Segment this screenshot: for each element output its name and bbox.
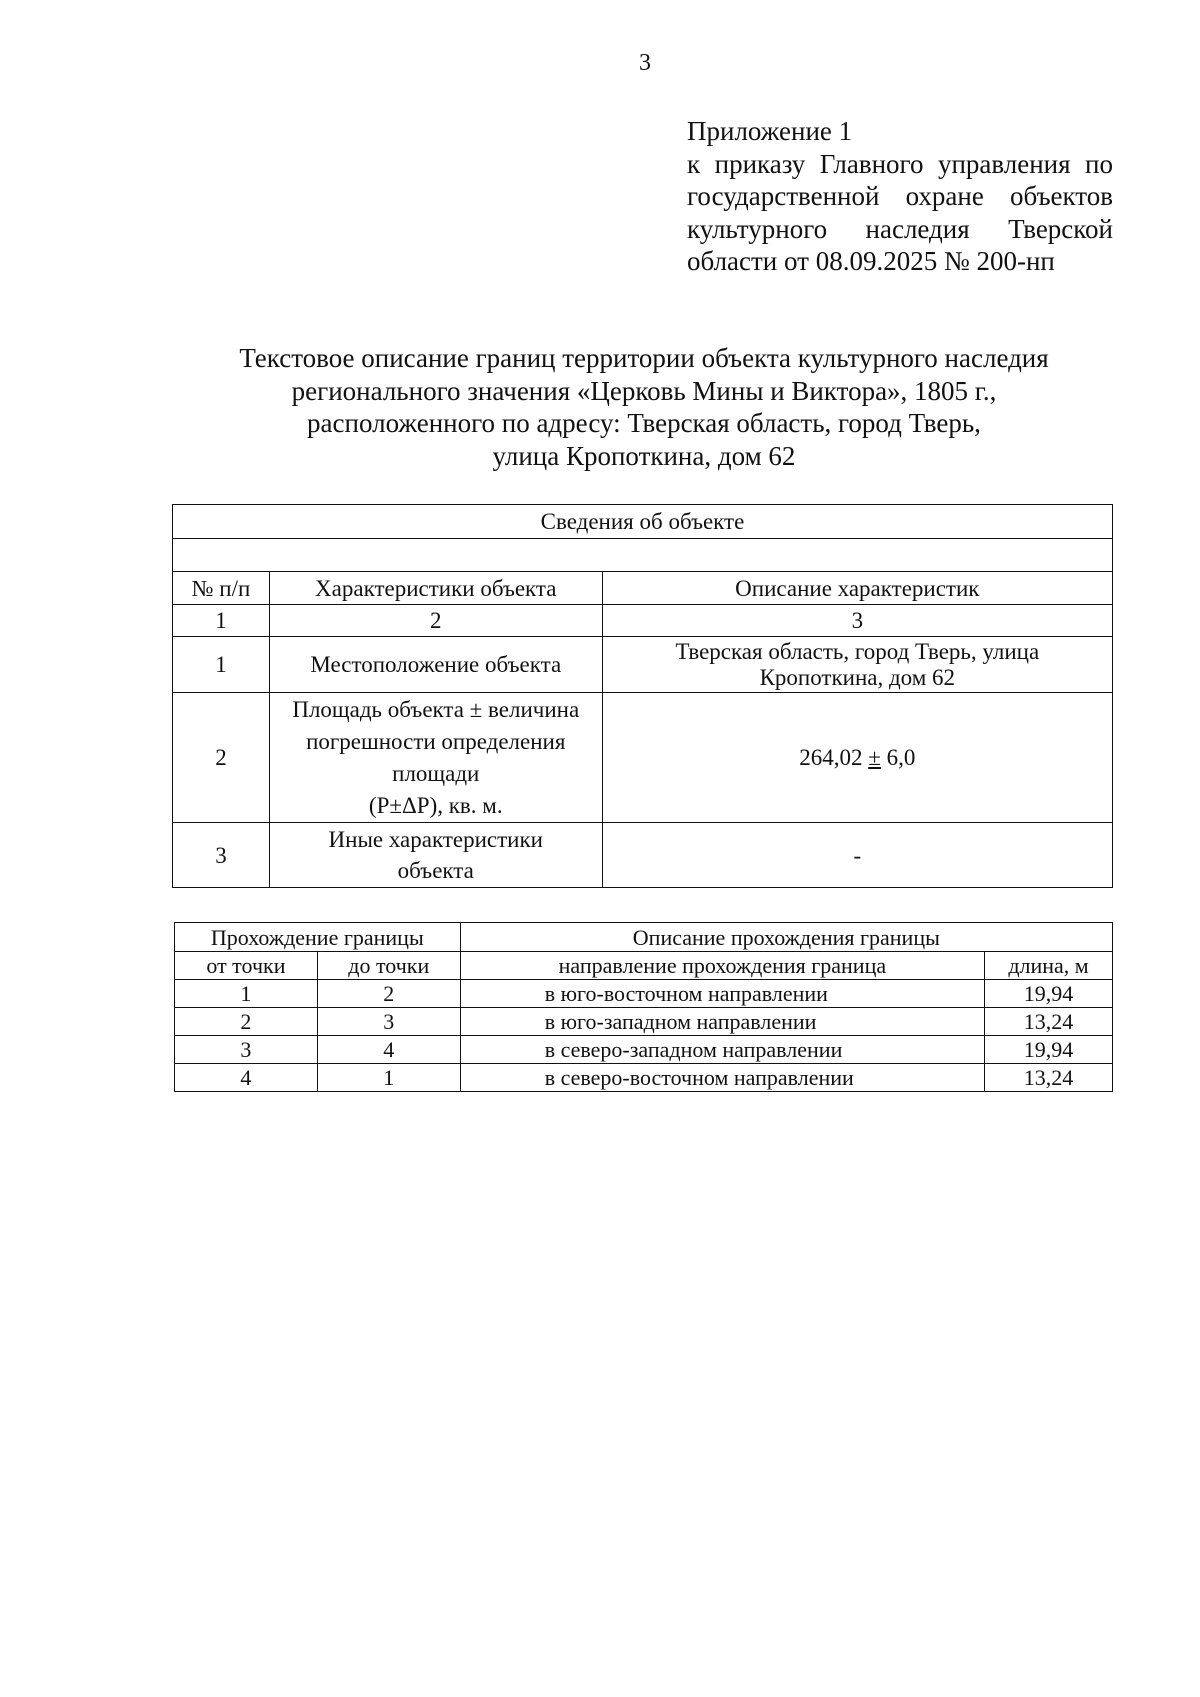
- header-cell: до точки: [317, 952, 460, 980]
- appendix-line: государственной охране объектов: [687, 181, 1113, 211]
- appendix-block: [687, 115, 1113, 278]
- characteristic-value: [602, 693, 1112, 823]
- value-line: Тверская область, город Тверь, улица: [675, 638, 1040, 664]
- direction: в северо-западном направлении: [460, 1036, 984, 1064]
- title-line: расположенного по адресу: Тверская область, город Тверь,: [307, 408, 981, 438]
- area-value: 264,02: [799, 745, 863, 770]
- table-header-row: [175, 952, 1113, 980]
- appendix-line: Приложение 1: [687, 116, 853, 146]
- from-point: 3: [175, 1036, 318, 1064]
- name-line: Площадь объекта ± величина: [292, 696, 580, 722]
- column-number: 2: [269, 605, 602, 637]
- from-point: 4: [175, 1064, 318, 1092]
- title-line: улица Кропоткина, дом 62: [492, 440, 796, 471]
- to-point: 1: [317, 1064, 460, 1092]
- to-point: 2: [317, 980, 460, 1008]
- characteristic-value: [602, 637, 1112, 693]
- name-line: (Р±ΔР), кв. м.: [368, 792, 503, 818]
- to-point: 4: [317, 1036, 460, 1064]
- table-row: [173, 823, 1113, 888]
- title-line: Текстовое описание границ территории объекта культурного наследия: [239, 343, 1049, 373]
- from-point: 1: [175, 980, 318, 1008]
- direction: в юго-восточном направлении: [460, 980, 984, 1008]
- appendix-line: культурного наследия Тверской: [687, 213, 1113, 244]
- header-cell: от точки: [175, 952, 318, 980]
- value-line: Кропоткина, дом 62: [759, 664, 956, 690]
- header-cell: направление прохождения граница: [460, 952, 984, 980]
- length: 13,24: [985, 1008, 1113, 1036]
- table-caption: Сведения об объекте: [173, 505, 1113, 539]
- appendix-line: к приказу Главного управления по: [687, 148, 1113, 179]
- title-line: регионального значения «Церковь Мины и Виктора», 1805 г.,: [291, 375, 997, 406]
- direction: в юго-западном направлении: [460, 1008, 984, 1036]
- column-number: 1: [173, 605, 270, 637]
- table-header-row: [175, 923, 1113, 952]
- header-cell: длина, м: [985, 952, 1113, 980]
- boundary-table: [174, 922, 1113, 1092]
- characteristic-name: [269, 637, 602, 693]
- name-line: Иные характеристики: [328, 827, 543, 852]
- table-row: [173, 637, 1113, 693]
- column-number: 3: [602, 605, 1112, 637]
- characteristic-value: [602, 823, 1112, 888]
- page-number: 3: [639, 50, 651, 76]
- table-row: [175, 1064, 1113, 1092]
- table-row: [175, 980, 1113, 1008]
- header-cell: Характеристики объекта: [269, 572, 602, 605]
- name-line: Местоположение объекта: [310, 652, 562, 677]
- table-row: [173, 539, 1113, 572]
- appendix-line: области от 08.09.2025 № 200-нп: [687, 246, 1055, 276]
- group-header: Описание прохождения границы: [460, 923, 1112, 952]
- name-line: погрешности определения: [306, 728, 566, 754]
- name-line: объекта: [397, 858, 474, 883]
- table-row: [175, 1036, 1113, 1064]
- name-line: площади: [392, 760, 480, 786]
- table-row: [173, 605, 1113, 637]
- direction: в северо-восточном направлении: [460, 1064, 984, 1092]
- from-point: 2: [175, 1008, 318, 1036]
- table-row: [173, 693, 1113, 823]
- length: 13,24: [985, 1064, 1113, 1092]
- row-number: 1: [173, 637, 270, 693]
- length: 19,94: [985, 980, 1113, 1008]
- header-cell: Описание характеристик: [602, 572, 1112, 605]
- characteristic-name: [269, 823, 602, 888]
- to-point: 3: [317, 1008, 460, 1036]
- length: 19,94: [985, 1036, 1113, 1064]
- table-row: [173, 505, 1113, 539]
- document-title: [172, 342, 1116, 472]
- plus-minus-sign: ±: [868, 745, 881, 770]
- row-number: 3: [173, 823, 270, 888]
- header-cell: № п/п: [173, 572, 270, 605]
- row-number: 2: [173, 693, 270, 823]
- group-header: Прохождение границы: [175, 923, 461, 952]
- empty-cell: [173, 539, 1113, 572]
- table-row: [175, 1008, 1113, 1036]
- value-line: -: [853, 842, 862, 868]
- characteristic-name: [269, 693, 602, 823]
- object-info-table: [172, 504, 1113, 888]
- table-header-row: [173, 572, 1113, 605]
- area-error: 6,0: [886, 745, 916, 770]
